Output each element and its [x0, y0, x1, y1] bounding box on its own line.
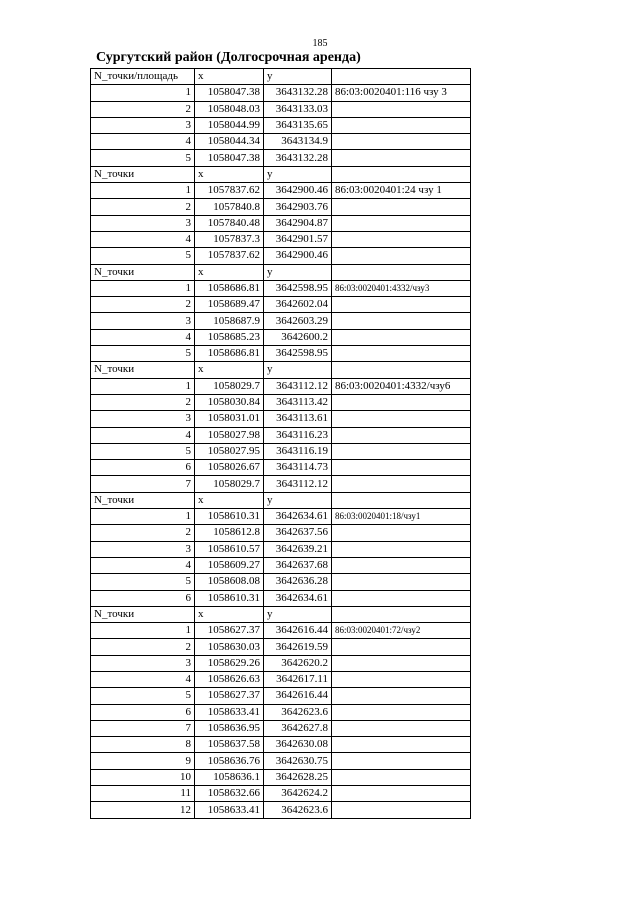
empty-cell — [332, 688, 471, 704]
table-row — [91, 541, 471, 557]
table-row — [91, 639, 471, 655]
empty-cell — [332, 231, 471, 247]
empty-cell — [332, 427, 471, 443]
x-coordinate-cell: 1058608.08 — [195, 574, 264, 590]
header-x: x — [195, 606, 264, 622]
y-coordinate-cell: 3642636.28 — [264, 574, 332, 590]
table-row — [91, 460, 471, 476]
y-coordinate-cell: 3642624.2 — [264, 786, 332, 802]
header-point-number: N_точки — [91, 166, 195, 182]
point-number-cell: 3 — [91, 215, 195, 231]
x-coordinate-cell: 1058629.26 — [195, 655, 264, 671]
empty-cell — [332, 639, 471, 655]
y-coordinate-cell: 3643132.28 — [264, 150, 332, 166]
empty-cell — [332, 394, 471, 410]
point-number-cell: 1 — [91, 85, 195, 101]
empty-cell — [332, 329, 471, 345]
x-coordinate-cell: 1058636.1 — [195, 769, 264, 785]
x-coordinate-cell: 1058687.9 — [195, 313, 264, 329]
y-coordinate-cell: 3642634.61 — [264, 590, 332, 606]
y-coordinate-cell: 3642600.2 — [264, 329, 332, 345]
y-coordinate-cell: 3642627.8 — [264, 720, 332, 736]
point-number-cell: 2 — [91, 394, 195, 410]
point-number-cell: 6 — [91, 460, 195, 476]
cadastral-number-cell: 86:03:0020401:116 чзу 3 — [332, 85, 471, 101]
point-number-cell: 3 — [91, 411, 195, 427]
x-coordinate-cell: 1058048.03 — [195, 101, 264, 117]
empty-cell — [332, 492, 471, 508]
point-number-cell: 7 — [91, 720, 195, 736]
x-coordinate-cell: 1058610.31 — [195, 590, 264, 606]
x-coordinate-cell: 1058047.38 — [195, 85, 264, 101]
y-coordinate-cell: 3643134.9 — [264, 134, 332, 150]
x-coordinate-cell: 1058632.66 — [195, 786, 264, 802]
y-coordinate-cell: 3642637.68 — [264, 557, 332, 573]
y-coordinate-cell: 3642623.6 — [264, 802, 332, 818]
group-header-row — [91, 362, 471, 378]
table-row — [91, 85, 471, 101]
x-coordinate-cell: 1058633.41 — [195, 704, 264, 720]
header-point-number: N_точки/площадь — [91, 69, 195, 85]
coordinates-table-body — [91, 69, 471, 819]
header-y: y — [264, 166, 332, 182]
header-point-number: N_точки — [91, 492, 195, 508]
empty-cell — [332, 720, 471, 736]
x-coordinate-cell: 1058686.81 — [195, 346, 264, 362]
point-number-cell: 2 — [91, 199, 195, 215]
cadastral-number-cell: 86:03:0020401:18/чзу1 — [332, 509, 471, 525]
x-coordinate-cell: 1058610.57 — [195, 541, 264, 557]
x-coordinate-cell: 1058627.37 — [195, 623, 264, 639]
y-coordinate-cell: 3643132.28 — [264, 85, 332, 101]
x-coordinate-cell: 1058626.63 — [195, 671, 264, 687]
table-row — [91, 590, 471, 606]
x-coordinate-cell: 1058031.01 — [195, 411, 264, 427]
x-coordinate-cell: 1058609.27 — [195, 557, 264, 573]
table-row — [91, 476, 471, 492]
empty-cell — [332, 590, 471, 606]
point-number-cell: 11 — [91, 786, 195, 802]
empty-cell — [332, 671, 471, 687]
table-row — [91, 394, 471, 410]
header-x: x — [195, 166, 264, 182]
x-coordinate-cell: 1058027.98 — [195, 427, 264, 443]
point-number-cell: 8 — [91, 737, 195, 753]
y-coordinate-cell: 3643112.12 — [264, 378, 332, 394]
header-y: y — [264, 264, 332, 280]
table-row — [91, 183, 471, 199]
y-coordinate-cell: 3643112.12 — [264, 476, 332, 492]
table-row — [91, 655, 471, 671]
y-coordinate-cell: 3642628.25 — [264, 769, 332, 785]
y-coordinate-cell: 3642616.44 — [264, 688, 332, 704]
empty-cell — [332, 460, 471, 476]
y-coordinate-cell: 3642616.44 — [264, 623, 332, 639]
point-number-cell: 1 — [91, 509, 195, 525]
y-coordinate-cell: 3642598.95 — [264, 346, 332, 362]
header-x: x — [195, 492, 264, 508]
y-coordinate-cell: 3642602.04 — [264, 297, 332, 313]
point-number-cell: 5 — [91, 248, 195, 264]
y-coordinate-cell: 3642617.11 — [264, 671, 332, 687]
point-number-cell: 10 — [91, 769, 195, 785]
table-row — [91, 623, 471, 639]
y-coordinate-cell: 3642623.6 — [264, 704, 332, 720]
x-coordinate-cell: 1057837.3 — [195, 231, 264, 247]
x-coordinate-cell: 1058044.34 — [195, 134, 264, 150]
table-row — [91, 378, 471, 394]
empty-cell — [332, 786, 471, 802]
point-number-cell: 1 — [91, 183, 195, 199]
point-number-cell: 1 — [91, 623, 195, 639]
document-title: Сургутский район (Долгосрочная аренда) — [96, 50, 361, 65]
point-number-cell: 7 — [91, 476, 195, 492]
header-x: x — [195, 69, 264, 85]
x-coordinate-cell: 1058047.38 — [195, 150, 264, 166]
point-number-cell: 4 — [91, 671, 195, 687]
header-y: y — [264, 606, 332, 622]
y-coordinate-cell: 3643116.23 — [264, 427, 332, 443]
y-coordinate-cell: 3642900.46 — [264, 248, 332, 264]
y-coordinate-cell: 3642639.21 — [264, 541, 332, 557]
y-coordinate-cell: 3642900.46 — [264, 183, 332, 199]
empty-cell — [332, 606, 471, 622]
y-coordinate-cell: 3642598.95 — [264, 280, 332, 296]
table-row — [91, 329, 471, 345]
x-coordinate-cell: 1057840.8 — [195, 199, 264, 215]
point-number-cell: 1 — [91, 280, 195, 296]
x-coordinate-cell: 1058044.99 — [195, 117, 264, 133]
y-coordinate-cell: 3642619.59 — [264, 639, 332, 655]
header-point-number: N_точки — [91, 606, 195, 622]
empty-cell — [332, 117, 471, 133]
x-coordinate-cell: 1058637.58 — [195, 737, 264, 753]
table-row — [91, 313, 471, 329]
table-row — [91, 346, 471, 362]
empty-cell — [332, 574, 471, 590]
point-number-cell: 1 — [91, 378, 195, 394]
empty-cell — [332, 704, 471, 720]
x-coordinate-cell: 1058630.03 — [195, 639, 264, 655]
empty-cell — [332, 69, 471, 85]
table-row — [91, 297, 471, 313]
x-coordinate-cell: 1058027.95 — [195, 443, 264, 459]
point-number-cell: 5 — [91, 688, 195, 704]
table-row — [91, 231, 471, 247]
empty-cell — [332, 541, 471, 557]
y-coordinate-cell: 3643114.73 — [264, 460, 332, 476]
cadastral-number-cell: 86:03:0020401:24 чзу 1 — [332, 183, 471, 199]
header-point-number: N_точки — [91, 362, 195, 378]
empty-cell — [332, 346, 471, 362]
empty-cell — [332, 150, 471, 166]
table-row — [91, 737, 471, 753]
y-coordinate-cell: 3643116.19 — [264, 443, 332, 459]
empty-cell — [332, 802, 471, 818]
header-x: x — [195, 264, 264, 280]
y-coordinate-cell: 3643133.03 — [264, 101, 332, 117]
empty-cell — [332, 476, 471, 492]
x-coordinate-cell: 1058686.81 — [195, 280, 264, 296]
table-row — [91, 248, 471, 264]
x-coordinate-cell: 1058636.76 — [195, 753, 264, 769]
coordinates-table — [90, 68, 471, 819]
y-coordinate-cell: 3642904.87 — [264, 215, 332, 231]
group-header-row — [91, 606, 471, 622]
table-row — [91, 753, 471, 769]
x-coordinate-cell: 1057837.62 — [195, 248, 264, 264]
point-number-cell: 4 — [91, 427, 195, 443]
empty-cell — [332, 737, 471, 753]
empty-cell — [332, 199, 471, 215]
table-row — [91, 199, 471, 215]
header-y: y — [264, 69, 332, 85]
point-number-cell: 5 — [91, 574, 195, 590]
empty-cell — [332, 248, 471, 264]
y-coordinate-cell: 3642637.56 — [264, 525, 332, 541]
point-number-cell: 9 — [91, 753, 195, 769]
y-coordinate-cell: 3642903.76 — [264, 199, 332, 215]
cadastral-number-cell: 86:03:0020401:4332/чзу6 — [332, 378, 471, 394]
empty-cell — [332, 443, 471, 459]
empty-cell — [332, 313, 471, 329]
point-number-cell: 2 — [91, 101, 195, 117]
cadastral-number-cell: 86:03:0020401:4332/чзу3 — [332, 280, 471, 296]
point-number-cell: 5 — [91, 443, 195, 459]
y-coordinate-cell: 3642901.57 — [264, 231, 332, 247]
x-coordinate-cell: 1058029.7 — [195, 378, 264, 394]
table-row — [91, 215, 471, 231]
empty-cell — [332, 134, 471, 150]
y-coordinate-cell: 3642634.61 — [264, 509, 332, 525]
table-row — [91, 574, 471, 590]
empty-cell — [332, 166, 471, 182]
table-row — [91, 443, 471, 459]
y-coordinate-cell: 3643135.65 — [264, 117, 332, 133]
cadastral-number-cell: 86:03:0020401:72/чзу2 — [332, 623, 471, 639]
point-number-cell: 4 — [91, 329, 195, 345]
table-row — [91, 671, 471, 687]
point-number-cell: 4 — [91, 557, 195, 573]
point-number-cell: 2 — [91, 525, 195, 541]
y-coordinate-cell: 3642630.08 — [264, 737, 332, 753]
empty-cell — [332, 769, 471, 785]
point-number-cell: 6 — [91, 704, 195, 720]
x-coordinate-cell: 1057837.62 — [195, 183, 264, 199]
page-number: 185 — [312, 38, 328, 49]
empty-cell — [332, 264, 471, 280]
y-coordinate-cell: 3642630.75 — [264, 753, 332, 769]
point-number-cell: 5 — [91, 150, 195, 166]
point-number-cell: 3 — [91, 541, 195, 557]
empty-cell — [332, 101, 471, 117]
table-row — [91, 280, 471, 296]
x-coordinate-cell: 1058610.31 — [195, 509, 264, 525]
point-number-cell: 3 — [91, 655, 195, 671]
empty-cell — [332, 753, 471, 769]
table-row — [91, 150, 471, 166]
table-row — [91, 769, 471, 785]
x-coordinate-cell: 1057840.48 — [195, 215, 264, 231]
x-coordinate-cell: 1058685.23 — [195, 329, 264, 345]
table-row — [91, 704, 471, 720]
x-coordinate-cell: 1058029.7 — [195, 476, 264, 492]
x-coordinate-cell: 1058636.95 — [195, 720, 264, 736]
x-coordinate-cell: 1058030.84 — [195, 394, 264, 410]
header-y: y — [264, 492, 332, 508]
header-y: y — [264, 362, 332, 378]
table-row — [91, 802, 471, 818]
table-row — [91, 411, 471, 427]
empty-cell — [332, 297, 471, 313]
table-row — [91, 101, 471, 117]
x-coordinate-cell: 1058689.47 — [195, 297, 264, 313]
point-number-cell: 6 — [91, 590, 195, 606]
y-coordinate-cell: 3642603.29 — [264, 313, 332, 329]
empty-cell — [332, 411, 471, 427]
x-coordinate-cell: 1058633.41 — [195, 802, 264, 818]
point-number-cell: 4 — [91, 134, 195, 150]
y-coordinate-cell: 3643113.42 — [264, 394, 332, 410]
empty-cell — [332, 525, 471, 541]
header-x: x — [195, 362, 264, 378]
empty-cell — [332, 362, 471, 378]
empty-cell — [332, 655, 471, 671]
point-number-cell: 12 — [91, 802, 195, 818]
group-header-row — [91, 69, 471, 85]
point-number-cell: 3 — [91, 313, 195, 329]
table-row — [91, 117, 471, 133]
table-row — [91, 720, 471, 736]
empty-cell — [332, 557, 471, 573]
empty-cell — [332, 215, 471, 231]
point-number-cell: 5 — [91, 346, 195, 362]
x-coordinate-cell: 1058627.37 — [195, 688, 264, 704]
table-row — [91, 688, 471, 704]
point-number-cell: 3 — [91, 117, 195, 133]
table-row — [91, 557, 471, 573]
point-number-cell: 2 — [91, 639, 195, 655]
table-row — [91, 509, 471, 525]
header-point-number: N_точки — [91, 264, 195, 280]
table-row — [91, 427, 471, 443]
y-coordinate-cell: 3643113.61 — [264, 411, 332, 427]
point-number-cell: 4 — [91, 231, 195, 247]
table-row — [91, 525, 471, 541]
group-header-row — [91, 264, 471, 280]
group-header-row — [91, 492, 471, 508]
y-coordinate-cell: 3642620.2 — [264, 655, 332, 671]
group-header-row — [91, 166, 471, 182]
point-number-cell: 2 — [91, 297, 195, 313]
table-row — [91, 786, 471, 802]
x-coordinate-cell: 1058026.67 — [195, 460, 264, 476]
x-coordinate-cell: 1058612.8 — [195, 525, 264, 541]
table-row — [91, 134, 471, 150]
